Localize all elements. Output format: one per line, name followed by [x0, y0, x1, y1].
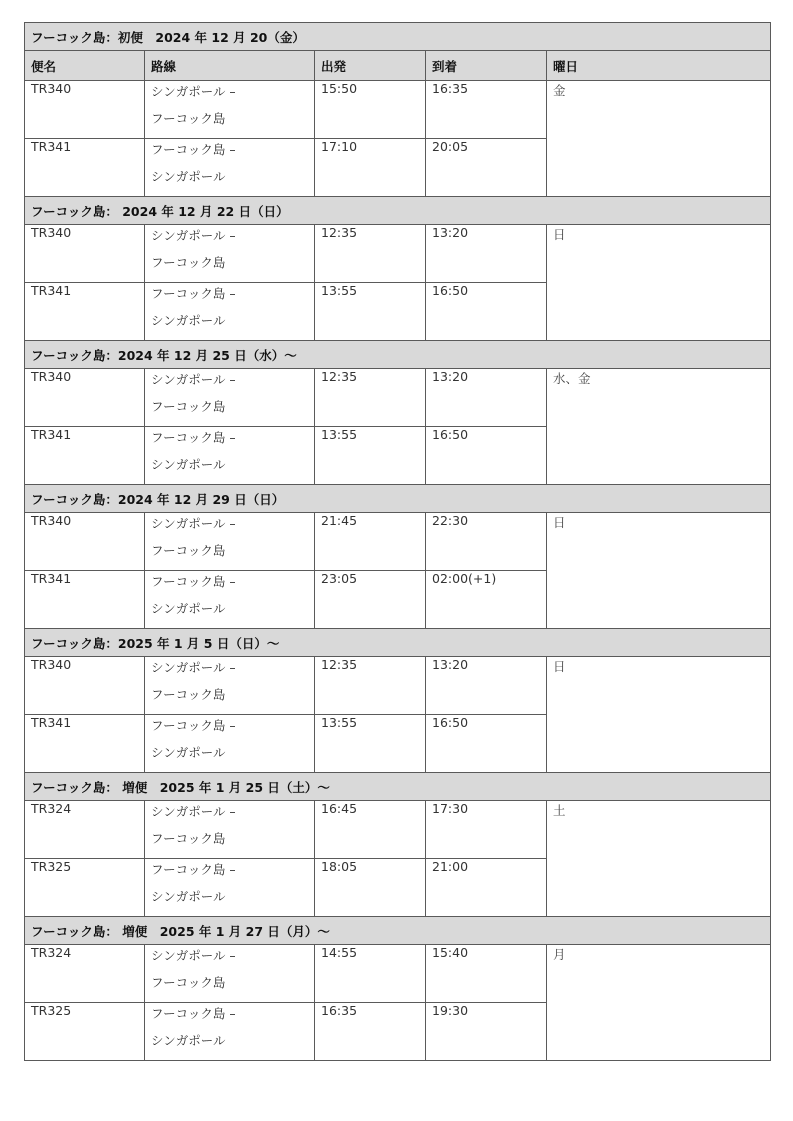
route-origin: フーコック島 –: [151, 1006, 236, 1021]
flight-number: TR340: [25, 225, 145, 283]
flight-row: [25, 81, 771, 139]
route-origin: フーコック島 –: [151, 718, 236, 733]
flight-number: TR341: [25, 139, 145, 197]
flight-number: TR340: [25, 513, 145, 571]
route-cell: [145, 225, 315, 283]
route-origin: シンガポール –: [151, 516, 236, 531]
flight-schedule-table: [24, 22, 771, 1061]
departure-time: 23:05: [315, 571, 426, 629]
column-header-row: [25, 51, 771, 81]
operating-days: 水、金: [547, 369, 771, 485]
flight-row: [25, 657, 771, 715]
section-title: フーコック島： 増便 2025 年 1 月 27 日（月）～: [25, 917, 771, 945]
arrival-time: 15:40: [426, 945, 547, 1003]
operating-days: 土: [547, 801, 771, 917]
route-cell: [145, 81, 315, 139]
column-header: 便名: [25, 51, 145, 81]
arrival-time: 02:00(+1): [426, 571, 547, 629]
route-destination: フーコック島: [151, 975, 226, 990]
flight-row: [25, 513, 771, 571]
section-title: フーコック島：2025 年 1 月 5 日（日）～: [25, 629, 771, 657]
route-cell: [145, 369, 315, 427]
route-destination: シンガポール: [151, 1033, 226, 1048]
route-destination: フーコック島: [151, 399, 226, 414]
flight-number: TR341: [25, 427, 145, 485]
flight-row: [25, 801, 771, 859]
section-header-row: [25, 773, 771, 801]
route-destination: シンガポール: [151, 745, 226, 760]
section-header-row: [25, 23, 771, 51]
arrival-time: 13:20: [426, 657, 547, 715]
route-origin: シンガポール –: [151, 948, 236, 963]
section-header-row: [25, 485, 771, 513]
route-destination: フーコック島: [151, 687, 226, 702]
departure-time: 16:45: [315, 801, 426, 859]
route-origin: シンガポール –: [151, 660, 236, 675]
route-destination: シンガポール: [151, 457, 226, 472]
route-cell: [145, 513, 315, 571]
arrival-time: 16:50: [426, 283, 547, 341]
section-title: フーコック島： 増便 2025 年 1 月 25 日（土）～: [25, 773, 771, 801]
route-origin: フーコック島 –: [151, 142, 236, 157]
arrival-time: 16:50: [426, 715, 547, 773]
flight-row: [25, 225, 771, 283]
departure-time: 13:55: [315, 283, 426, 341]
section-title: フーコック島：2024 年 12 月 29 日（日）: [25, 485, 771, 513]
arrival-time: 21:00: [426, 859, 547, 917]
route-origin: フーコック島 –: [151, 574, 236, 589]
operating-days: 金: [547, 81, 771, 197]
flight-number: TR325: [25, 1003, 145, 1061]
flight-number: TR325: [25, 859, 145, 917]
arrival-time: 20:05: [426, 139, 547, 197]
arrival-time: 19:30: [426, 1003, 547, 1061]
section-title: フーコック島：2024 年 12 月 25 日（水）～: [25, 341, 771, 369]
arrival-time: 16:35: [426, 81, 547, 139]
departure-time: 13:55: [315, 715, 426, 773]
flight-number: TR340: [25, 81, 145, 139]
route-cell: [145, 139, 315, 197]
departure-time: 17:10: [315, 139, 426, 197]
flight-number: TR340: [25, 657, 145, 715]
route-destination: シンガポール: [151, 169, 226, 184]
section-title: フーコック島：初便 2024 年 12 月 20（金）: [25, 23, 771, 51]
route-cell: [145, 571, 315, 629]
route-origin: シンガポール –: [151, 84, 236, 99]
route-cell: [145, 427, 315, 485]
arrival-time: 16:50: [426, 427, 547, 485]
operating-days: 月: [547, 945, 771, 1061]
column-header: 路線: [145, 51, 315, 81]
route-destination: フーコック島: [151, 543, 226, 558]
column-header: 曜日: [547, 51, 771, 81]
departure-time: 15:50: [315, 81, 426, 139]
route-origin: シンガポール –: [151, 372, 236, 387]
route-origin: シンガポール –: [151, 804, 236, 819]
arrival-time: 13:20: [426, 369, 547, 427]
route-destination: シンガポール: [151, 601, 226, 616]
departure-time: 12:35: [315, 225, 426, 283]
column-header: 到着: [426, 51, 547, 81]
route-cell: [145, 715, 315, 773]
route-origin: シンガポール –: [151, 228, 236, 243]
departure-time: 18:05: [315, 859, 426, 917]
route-cell: [145, 859, 315, 917]
route-destination: シンガポール: [151, 313, 226, 328]
section-title: フーコック島： 2024 年 12 月 22 日（日）: [25, 197, 771, 225]
flight-number: TR341: [25, 571, 145, 629]
flight-number: TR324: [25, 801, 145, 859]
flight-number: TR340: [25, 369, 145, 427]
flight-number: TR341: [25, 715, 145, 773]
route-origin: フーコック島 –: [151, 286, 236, 301]
arrival-time: 17:30: [426, 801, 547, 859]
arrival-time: 13:20: [426, 225, 547, 283]
flight-row: [25, 945, 771, 1003]
departure-time: 12:35: [315, 369, 426, 427]
arrival-time: 22:30: [426, 513, 547, 571]
departure-time: 16:35: [315, 1003, 426, 1061]
section-header-row: [25, 917, 771, 945]
departure-time: 14:55: [315, 945, 426, 1003]
route-cell: [145, 945, 315, 1003]
operating-days: 日: [547, 225, 771, 341]
route-destination: フーコック島: [151, 255, 226, 270]
route-cell: [145, 801, 315, 859]
departure-time: 21:45: [315, 513, 426, 571]
operating-days: 日: [547, 513, 771, 629]
flight-number: TR324: [25, 945, 145, 1003]
section-header-row: [25, 629, 771, 657]
route-cell: [145, 1003, 315, 1061]
flight-row: [25, 369, 771, 427]
route-cell: [145, 283, 315, 341]
operating-days: 日: [547, 657, 771, 773]
flight-number: TR341: [25, 283, 145, 341]
route-origin: フーコック島 –: [151, 862, 236, 877]
departure-time: 12:35: [315, 657, 426, 715]
route-destination: フーコック島: [151, 111, 226, 126]
section-header-row: [25, 197, 771, 225]
route-destination: フーコック島: [151, 831, 226, 846]
route-origin: フーコック島 –: [151, 430, 236, 445]
column-header: 出発: [315, 51, 426, 81]
schedule-body: [25, 23, 771, 1061]
departure-time: 13:55: [315, 427, 426, 485]
route-cell: [145, 657, 315, 715]
route-destination: シンガポール: [151, 889, 226, 904]
section-header-row: [25, 341, 771, 369]
